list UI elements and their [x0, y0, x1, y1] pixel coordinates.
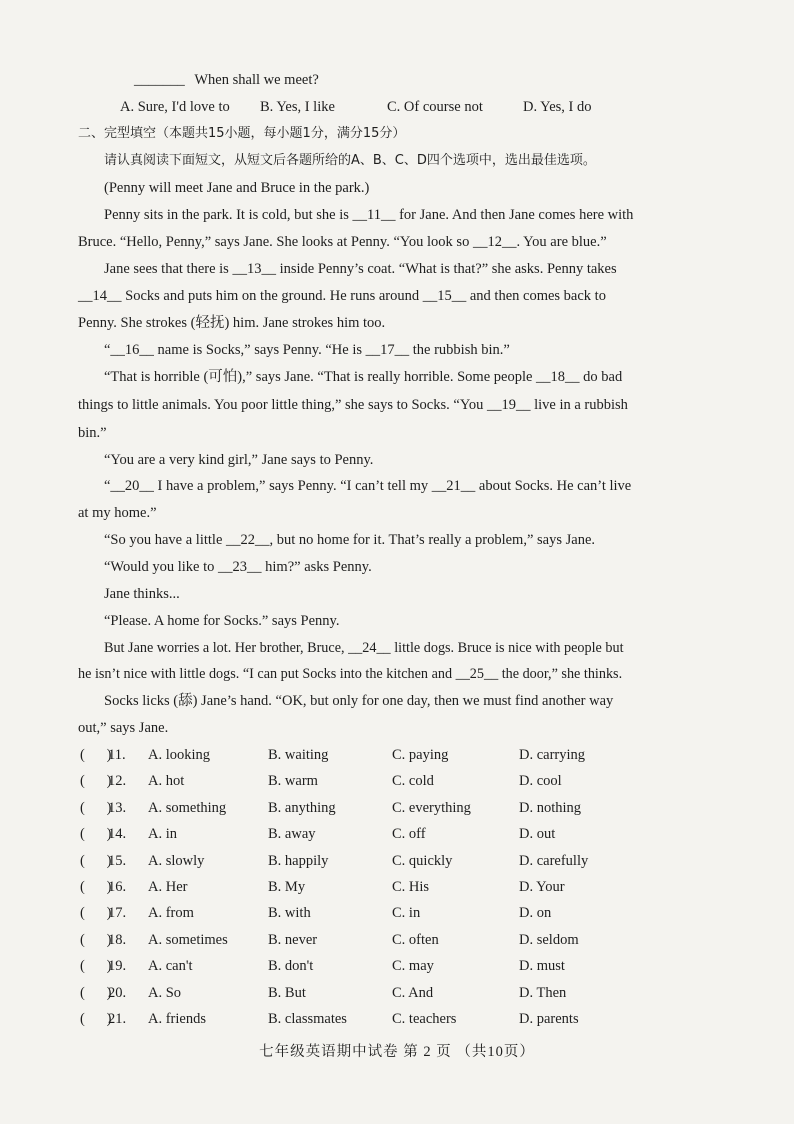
passage-line: “__16__ name is Socks,” says Penny. “He is __17__ the rubbish bin.”: [104, 342, 510, 358]
passage-line: Jane thinks...: [104, 586, 180, 602]
passage-line: Socks licks (舔) Jane’s hand. “OK, but only for one day, then we must find another way: [104, 693, 614, 709]
option-d: D. must: [519, 958, 565, 975]
passage-line: “__20__ I have a problem,” says Penny. “I can’t tell my __21__ about Socks. He can’t live: [104, 478, 632, 494]
option-a: A. Her: [148, 879, 188, 895]
option-a: A. hot: [148, 773, 185, 790]
option-b: B. Yes, I like: [260, 99, 335, 115]
question-number: 19.: [108, 958, 127, 975]
option-c: C. may: [392, 958, 434, 975]
question-number: 21.: [108, 1011, 127, 1027]
option-d: D. carefully: [519, 852, 589, 869]
option-b: B. away: [268, 826, 316, 843]
option-b: B. never: [268, 931, 318, 948]
answer-paren[interactable]: ( ): [80, 931, 112, 948]
answer-blank: _______: [134, 72, 185, 88]
option-a: A. from: [148, 905, 194, 922]
option-d: D. Then: [519, 984, 567, 1001]
option-d: D. nothing: [519, 799, 582, 816]
answer-paren[interactable]: ( ): [80, 799, 112, 816]
answer-paren[interactable]: ( ): [80, 826, 112, 843]
passage-line: Bruce. “Hello, Penny,” says Jane. She looks at Penny. “You look so __12__. You are blue.”: [78, 234, 607, 250]
question-row: [0, 798, 794, 824]
passage-line: __14__ Socks and puts him on the ground. He runs around __15__ and then comes back to: [78, 288, 606, 304]
question-row: [0, 771, 794, 797]
option-c: C. cold: [392, 773, 434, 790]
answer-paren[interactable]: ( ): [80, 905, 112, 922]
passage-line: he isn’t nice with little dogs. “I can put Socks into the kitchen and __25__ the door,” she thinks.: [78, 666, 623, 682]
option-c: C. often: [392, 931, 439, 948]
option-d: D. Yes, I do: [523, 99, 592, 115]
question-row: [0, 903, 794, 929]
passage-line: “So you have a little __22__, but no home for it. That’s really a problem,” says Jane.: [104, 532, 596, 548]
passage-line: “That is horrible (可怕),” says Jane. “That is really horrible. Some people __18__ do bad: [104, 369, 623, 385]
option-c: C. quickly: [392, 852, 453, 869]
option-d: D. parents: [519, 1011, 579, 1027]
passage-line: at my home.”: [78, 505, 157, 521]
question-row: [0, 983, 794, 1009]
question-row: [0, 956, 794, 982]
passage-line: Penny sits in the park. It is cold, but she is __11__ for Jane. And then Jane comes here with: [104, 207, 634, 223]
option-c: C. And: [392, 984, 434, 1001]
question-number: 14.: [108, 826, 127, 843]
passage-line: (Penny will meet Jane and Bruce in the park.): [104, 180, 370, 196]
section-instruction: 请认真阅读下面短文，从短文后各题所给的A、B、C、D四个选项中，选出最佳选项。: [104, 153, 596, 168]
question-stem: [134, 70, 319, 90]
option-c: C. Of course not: [387, 99, 483, 115]
option-d: D. cool: [519, 773, 562, 790]
question-number: 17.: [108, 905, 127, 922]
passage-line: “Please. A home for Socks.” says Penny.: [104, 613, 340, 629]
stem-text: When shall we meet?: [194, 72, 319, 88]
question-row: [0, 930, 794, 956]
option-c: C. in: [392, 905, 421, 922]
question-number: 20.: [108, 984, 127, 1001]
option-d: D. carrying: [519, 747, 586, 763]
passage-line: out,” says Jane.: [78, 720, 169, 736]
option-b: B. My: [268, 879, 306, 895]
option-a: A. slowly: [148, 852, 205, 869]
answer-paren[interactable]: ( ): [80, 984, 112, 1001]
question-number: 11.: [108, 747, 126, 763]
section-title: 二、完型填空（本题共15小题，每小题1分，满分15分）: [78, 126, 406, 141]
question-number: 18.: [108, 931, 127, 948]
option-d: D. seldom: [519, 931, 579, 948]
option-a: A. sometimes: [148, 931, 228, 948]
question-number: 12.: [108, 773, 127, 790]
question-row: [0, 1009, 794, 1035]
passage-line: bin.”: [78, 425, 107, 441]
question-number: 13.: [108, 799, 127, 816]
passage-line: Penny. She strokes (轻抚) him. Jane strokes him too.: [78, 315, 386, 331]
option-a: A. looking: [148, 747, 211, 763]
passage-line: things to little animals. You poor little thing,” she says to Socks. “You __19__ live in a rubbish: [78, 397, 628, 413]
option-b: B. classmates: [268, 1011, 347, 1027]
answer-paren[interactable]: ( ): [80, 879, 112, 895]
option-c: C. off: [392, 826, 426, 843]
answer-paren[interactable]: ( ): [80, 747, 112, 763]
option-b: B. don't: [268, 958, 314, 975]
question-number: 16.: [108, 879, 127, 895]
option-d: D. out: [519, 826, 556, 843]
option-c: C. everything: [392, 799, 471, 816]
option-b: B. warm: [268, 773, 318, 790]
option-a: A. So: [148, 984, 182, 1001]
option-a: A. Sure, I'd love to: [120, 99, 230, 115]
question-row: [0, 877, 794, 903]
option-b: B. with: [268, 905, 311, 922]
option-c: C. teachers: [392, 1011, 457, 1027]
question-row: [0, 824, 794, 850]
option-d: D. Your: [519, 879, 565, 895]
option-a: A. something: [148, 799, 227, 816]
option-d: D. on: [519, 905, 552, 922]
answer-paren[interactable]: ( ): [80, 1011, 112, 1027]
option-b: B. anything: [268, 799, 336, 816]
answer-paren[interactable]: ( ): [80, 958, 112, 975]
passage-line: But Jane worries a lot. Her brother, Bruce, __24__ little dogs. Bruce is nice with people but: [104, 640, 624, 656]
passage-line: Jane sees that there is __13__ inside Penny’s coat. “What is that?” she asks. Penny takes: [104, 261, 617, 277]
option-a: A. friends: [148, 1011, 206, 1027]
passage-line: “You are a very kind girl,” Jane says to Penny.: [104, 452, 374, 468]
option-b: B. waiting: [268, 747, 329, 763]
page-footer: 七年级英语期中试卷 第 2 页 （共10页）: [259, 1044, 535, 1060]
answer-paren[interactable]: ( ): [80, 773, 112, 790]
option-c: C. His: [392, 879, 430, 895]
question-number: 15.: [108, 852, 127, 869]
option-a: A. in: [148, 826, 177, 843]
question-row: [0, 745, 794, 771]
question-row: [0, 851, 794, 877]
option-c: C. paying: [392, 747, 449, 763]
option-b: B. But: [268, 984, 306, 1001]
answer-paren[interactable]: ( ): [80, 852, 112, 869]
option-a: A. can't: [148, 958, 193, 975]
option-b: B. happily: [268, 852, 329, 869]
passage-line: “Would you like to __23__ him?” asks Penny.: [104, 559, 372, 575]
